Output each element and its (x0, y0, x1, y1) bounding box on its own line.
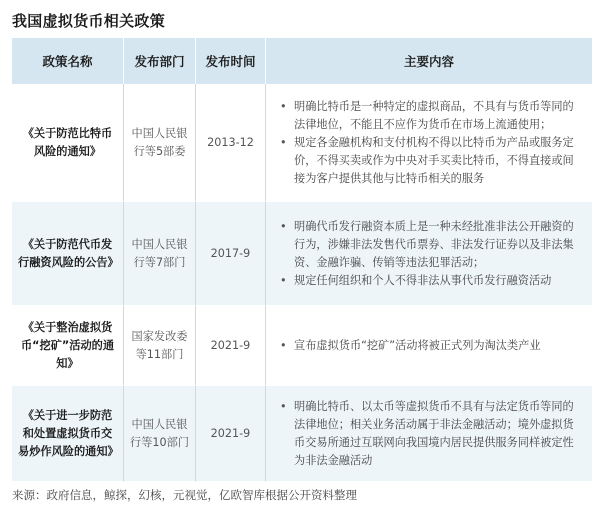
table-row (12, 386, 592, 482)
policy-content (266, 202, 592, 306)
policy-content (266, 84, 592, 202)
policy-department: 国家发改委等11部门 (124, 306, 196, 386)
policy-content (266, 306, 592, 386)
column-header-date: 发布时间 (196, 38, 266, 84)
policy-department: 中国人民银行等7部门 (124, 202, 196, 306)
policy-name: 《关于防范代币发行融资风险的公告》 (12, 202, 124, 306)
policy-content (266, 386, 592, 482)
source-note: 来源：政府信息，鲸探，幻核，元视觉，亿欧智库根据公开资料整理 (12, 488, 357, 502)
content-bullet: • 规定各金融机构和支付机构不得以比特币为产品或服务定价，不得买卖或作为中央对手买卖比特币，不得直接或间接为客户提供其他与比特币相关的服务 (280, 134, 574, 188)
column-header-main-content: 主要内容 (266, 38, 592, 84)
table-row (12, 306, 592, 386)
policy-department: 中国人民银行等5部委 (124, 84, 196, 202)
column-header-policy-name: 政策名称 (12, 38, 124, 84)
policy-table (12, 38, 592, 482)
page-title: 我国虚拟货币相关政策 (12, 12, 166, 30)
content-bullet: • 宣布虚拟货币“挖矿”活动将被正式列为淘汰类产业 (280, 337, 574, 355)
content-bullet: • 明确比特币、以太币等虚拟货币不具有与法定货币等同的法律地位；相关业务活动属于非法金融活动；境外虚拟货币交易所通过互联网向我国境内居民提供服务同样被定性为非法金融活动 (280, 398, 574, 470)
content-bullet: • 规定任何组织和个人不得非法从事代币发行融资活动 (280, 272, 574, 290)
policy-name: 《关于进一步防范和处置虚拟货币交易炒作风险的通知》 (12, 386, 124, 482)
policy-date: 2021-9 (196, 386, 266, 482)
policy-name: 《关于整治虚拟货币“挖矿”活动的通知》 (12, 306, 124, 386)
policy-department: 中国人民银行等10部门 (124, 386, 196, 482)
table-header-row (12, 38, 592, 84)
table-row (12, 202, 592, 306)
column-header-department: 发布部门 (124, 38, 196, 84)
policy-date: 2013-12 (196, 84, 266, 202)
policy-date: 2017-9 (196, 202, 266, 306)
content-bullet: • 明确代币发行融资本质上是一种未经批准非法公开融资的行为，涉嫌非法发售代币票券、非法发行证券以及非法集资、金融诈骗、传销等违法犯罪活动； (280, 218, 574, 272)
table-row (12, 84, 592, 202)
content-bullet: • 明确比特币是一种特定的虚拟商品，不具有与货币等同的法律地位，不能且不应作为货币在市场上流通使用； (280, 98, 574, 134)
policy-name: 《关于防范比特币风险的通知》 (12, 84, 124, 202)
policy-date: 2021-9 (196, 306, 266, 386)
